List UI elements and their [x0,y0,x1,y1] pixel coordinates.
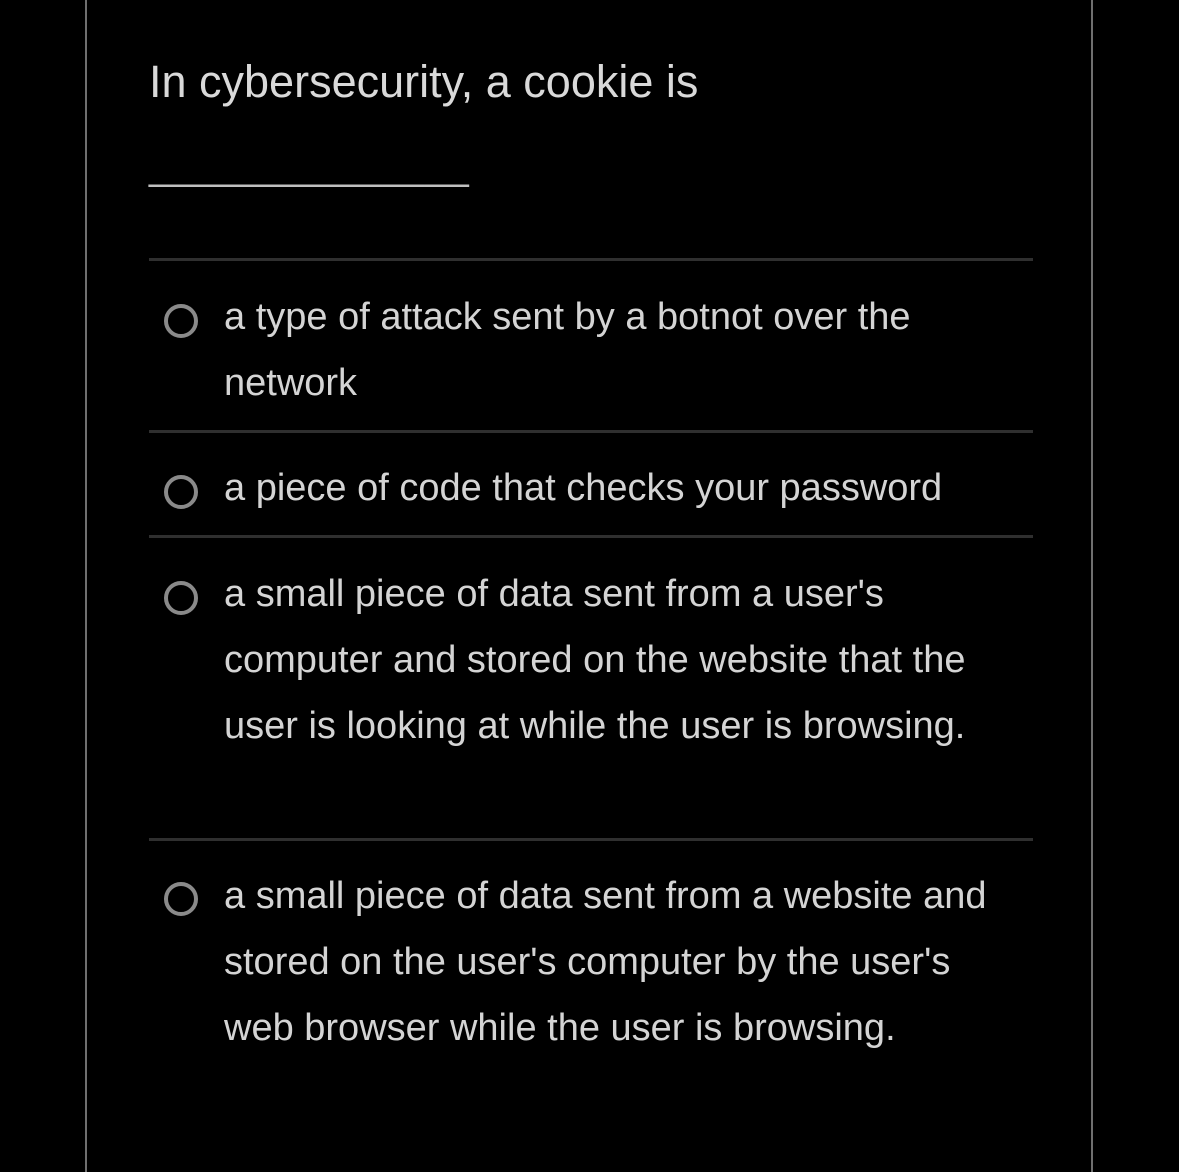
answer-option-label: a small piece of data sent from a website and stored on the user's computer by the user's web browser while the user is browsing. [224,875,987,1049]
divider [149,430,1033,433]
answer-option-label: a type of attack sent by a botnot over the network [224,296,911,404]
radio-button-icon[interactable] [164,475,198,509]
answer-option-label: a piece of code that checks your password [224,467,943,509]
question-blank: _______________ [149,144,468,188]
radio-button-icon[interactable] [164,882,198,916]
answer-option-3[interactable] [149,539,1033,837]
radio-button-icon[interactable] [164,581,198,615]
divider [149,535,1033,538]
answer-option-4[interactable] [149,842,1033,1142]
answer-option-1[interactable] [149,262,1033,430]
radio-button-icon[interactable] [164,304,198,338]
answer-option-2[interactable] [149,434,1033,534]
divider [149,838,1033,841]
answer-option-label: a small piece of data sent from a user's computer and stored on the website that the user is looking at while the user is browsing. [224,573,966,747]
divider [149,258,1033,261]
question-text: In cybersecurity, a cookie is [149,56,699,107]
quiz-panel [85,0,1093,1172]
